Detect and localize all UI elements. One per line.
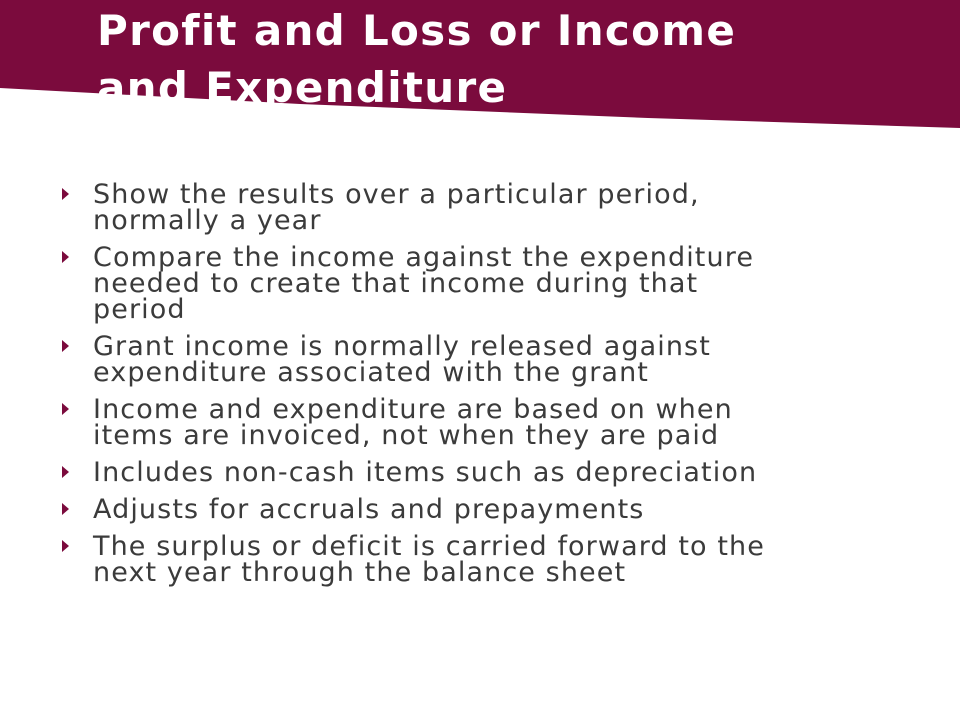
bullet-text-line: Includes non-cash items such as depreciation (93, 457, 758, 488)
triangle-right-icon (62, 251, 69, 263)
bullet-item (60, 394, 920, 451)
bullet-item (60, 531, 920, 588)
bullet-text-line: expenditure associated with the grant (93, 357, 649, 388)
bullet-item (60, 179, 920, 236)
bullet-item (60, 494, 920, 525)
bullet-text-line: Grant income is normally released against (93, 331, 711, 362)
bullet-text-line: Adjusts for accruals and prepayments (93, 494, 645, 525)
bullet-text-line: Income and expenditure are based on when (93, 394, 733, 425)
bullet-text-line: needed to create that income during that (93, 268, 699, 299)
bullet-text-line: Show the results over a particular period, (93, 179, 700, 210)
triangle-right-icon (62, 503, 69, 515)
bullet-text-line: items are invoiced, not when they are paid (93, 420, 720, 451)
bullet-item (60, 457, 920, 488)
bullet-text-line: Compare the income against the expenditure (93, 242, 755, 273)
slide-title-line-1: Profit and Loss or Income (97, 6, 737, 55)
triangle-right-icon (62, 340, 69, 352)
triangle-right-icon (62, 403, 69, 415)
triangle-right-icon (62, 188, 69, 200)
bullet-item (60, 331, 920, 388)
slide-title (97, 2, 917, 116)
bullet-text-line: period (93, 294, 186, 325)
bullet-text-line: normally a year (93, 205, 322, 236)
bullet-text-line: The surplus or deficit is carried forward to the (93, 531, 765, 562)
triangle-right-icon (62, 466, 69, 478)
slide-title-line-2: and Expenditure (97, 63, 508, 112)
bullet-text-line: next year through the balance sheet (93, 557, 627, 588)
triangle-right-icon (62, 540, 69, 552)
bullet-item (60, 242, 920, 325)
bullet-list (60, 179, 920, 597)
